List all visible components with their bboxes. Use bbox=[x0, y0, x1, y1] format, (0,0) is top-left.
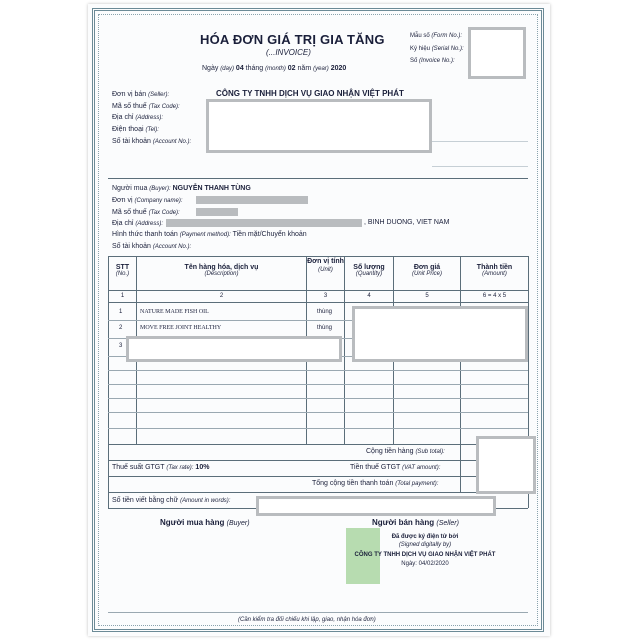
buyer-company-label: Đơn vị bbox=[112, 197, 133, 204]
buyer-payment-label: Hình thức thanh toán bbox=[112, 231, 178, 238]
seller-address-label: Địa chỉ bbox=[112, 114, 134, 121]
seller-signature-label bbox=[372, 518, 459, 527]
date-prefix: Ngày bbox=[202, 65, 219, 72]
total-label-vi: Tổng cộng tiền thanh toán bbox=[312, 480, 394, 487]
seller-label-vi: Đơn vị bán bbox=[112, 91, 147, 98]
header-desc-en: (Description) bbox=[204, 271, 239, 277]
buyer-address-tail: , BINH DUONG, VIET NAM bbox=[364, 219, 450, 226]
header-qty-vi: Số lượng bbox=[353, 264, 385, 271]
header-price-vi: Đơn giá bbox=[413, 264, 441, 271]
table-col-3 bbox=[344, 256, 345, 444]
header-no bbox=[109, 264, 136, 277]
invoice-date bbox=[202, 65, 346, 72]
seller-address bbox=[112, 114, 163, 121]
seller-account-label: Số tài khoản bbox=[112, 138, 151, 145]
total-line bbox=[108, 492, 528, 493]
buyer-label-vi: Người mua bbox=[112, 185, 148, 192]
signed-by: Đã được ký điện tử bởi bbox=[391, 534, 459, 540]
redacted-totals bbox=[476, 436, 536, 494]
seller-tax-code bbox=[112, 103, 180, 110]
footer-note: (Cần kiểm tra đối chiếu khi lập, giao, nhận hóa đơn) bbox=[238, 617, 376, 623]
row-line bbox=[108, 398, 528, 399]
buyer-address-en: (Address): bbox=[135, 221, 164, 227]
total-label-en: (Total payment): bbox=[395, 481, 439, 487]
seller-label-en: (Seller): bbox=[148, 92, 170, 98]
seller-sig-en: (Seller) bbox=[436, 520, 459, 527]
header-quantity bbox=[345, 264, 393, 277]
header-qty-en: (Quantity) bbox=[355, 271, 383, 277]
seller-address-en: (Address): bbox=[135, 115, 164, 121]
buyer-address bbox=[112, 220, 163, 227]
header-no-en: (No.) bbox=[115, 271, 130, 277]
seller-name: CÔNG TY TNHH DỊCH VỤ GIAO NHẬN VIỆT PHÁT bbox=[216, 89, 404, 98]
seller-account-en: (Account No.): bbox=[152, 139, 192, 145]
seller-dots bbox=[432, 141, 528, 142]
words-label-vi: Số tiền viết bằng chữ bbox=[112, 497, 179, 504]
buyer-name: NGUYỄN THANH TÙNG bbox=[172, 185, 251, 192]
totals-left bbox=[108, 444, 109, 508]
header-no-vi: STT bbox=[115, 264, 130, 271]
buyer-address-label: Địa chỉ bbox=[112, 220, 134, 227]
redacted-buyer-address bbox=[166, 219, 362, 227]
index-cell: 5 bbox=[425, 293, 429, 299]
table-index-bottom bbox=[108, 302, 528, 303]
row-1-unit: thùng bbox=[317, 309, 333, 315]
row-line bbox=[108, 428, 528, 429]
form-no-en: (Form No.): bbox=[431, 33, 463, 39]
date-month: 02 bbox=[287, 65, 296, 72]
seller-phone bbox=[112, 126, 159, 133]
header-unit-vi: Đơn vị tính bbox=[307, 258, 344, 265]
redacted-quantities-prices bbox=[352, 306, 528, 362]
signed-date-value: 04/02/2020 bbox=[418, 561, 449, 567]
seller-phone-label: Điện thoại bbox=[112, 126, 144, 133]
invoice-title: HÓA ĐƠN GIÁ TRỊ GIA TĂNG bbox=[200, 32, 385, 47]
row-1-no: 1 bbox=[119, 309, 123, 315]
redacted-amount-words bbox=[256, 496, 496, 516]
seller-label bbox=[112, 91, 169, 98]
words-label-en: (Amount in words): bbox=[180, 498, 231, 504]
buyer-tax-code bbox=[112, 209, 180, 216]
redacted-row-3 bbox=[126, 336, 342, 362]
date-month-prefix: tháng bbox=[245, 65, 264, 72]
buyer-sig-vi: Người mua hàng bbox=[160, 518, 225, 527]
header-price-en: (Unit Price) bbox=[411, 271, 442, 277]
tax-rate-label: Thuế suất GTGT bbox=[112, 464, 165, 471]
total-payment-label bbox=[312, 480, 438, 487]
seller-buyer-divider bbox=[108, 178, 528, 179]
signed-date bbox=[330, 561, 520, 567]
seller-tax-label: Mã số thuế bbox=[112, 103, 147, 110]
row-3-no: 3 bbox=[119, 343, 123, 349]
date-year-label: (year) bbox=[313, 66, 329, 72]
invoice-subtitle: (...INVOICE) bbox=[266, 48, 311, 57]
row-line bbox=[108, 412, 528, 413]
date-day-label: (day) bbox=[220, 66, 234, 72]
buyer-label-en: (Buyer): bbox=[149, 186, 171, 192]
footer-divider bbox=[108, 612, 528, 613]
table-left bbox=[108, 256, 109, 444]
seller-account bbox=[112, 138, 191, 145]
date-year: 2020 bbox=[330, 65, 347, 72]
buyer-tax-en: (Tax Code): bbox=[148, 210, 180, 216]
buyer-payment-value: Tiền mặt/Chuyển khoản bbox=[232, 231, 307, 238]
row-2-no: 2 bbox=[119, 325, 123, 331]
row-line bbox=[108, 384, 528, 385]
buyer-company-en: (Company name): bbox=[134, 198, 183, 204]
buyer-account-label: Số tài khoản bbox=[112, 243, 151, 250]
amount-in-words-label bbox=[112, 497, 230, 504]
header-unit-en: (Unit) bbox=[318, 267, 333, 273]
subtotal-label-vi: Cộng tiền hàng bbox=[366, 448, 414, 455]
form-no-label: Mẫu số bbox=[410, 33, 430, 39]
index-cell: 2 bbox=[219, 293, 224, 299]
buyer-signature-label bbox=[160, 518, 250, 527]
seller-phone-en: (Tel): bbox=[145, 127, 159, 133]
invoice-no bbox=[410, 58, 455, 64]
vat-amount-label bbox=[350, 464, 440, 471]
signed-company: CÔNG TY TNHH DỊCH VỤ GIAO NHẬN VIỆT PHÁT bbox=[354, 552, 496, 558]
tax-rate-en: (Tax rate): bbox=[166, 465, 194, 471]
index-cell: 1 bbox=[120, 293, 125, 299]
signed-by-en: (Signed digitally by) bbox=[398, 542, 452, 548]
table-body-bottom bbox=[108, 444, 528, 445]
header-amount bbox=[461, 264, 528, 277]
row-1-description: NATURE MADE FISH OIL bbox=[140, 309, 209, 315]
serial-en: (Serial No.): bbox=[431, 46, 464, 52]
tax-rate bbox=[112, 464, 209, 471]
totals-col bbox=[460, 444, 461, 492]
seller-sig-vi: Người bán hàng bbox=[372, 518, 435, 527]
date-year-prefix: năm bbox=[297, 65, 312, 72]
serial-no bbox=[410, 46, 464, 52]
header-amount-vi: Thành tiền bbox=[476, 264, 513, 271]
header-description bbox=[137, 264, 306, 277]
seller-dots-2 bbox=[432, 166, 528, 167]
row-line bbox=[108, 370, 528, 371]
subtotal-label bbox=[366, 448, 445, 455]
digital-signature bbox=[330, 534, 520, 567]
header-unit-price bbox=[394, 264, 460, 277]
serial-label: Ký hiệu bbox=[410, 46, 431, 52]
buyer-label bbox=[112, 185, 251, 192]
header-amount-en: (Amount) bbox=[482, 271, 507, 277]
index-cell: 6 = 4 x 5 bbox=[482, 293, 507, 299]
row-2-unit: thùng bbox=[317, 325, 333, 331]
table-top bbox=[108, 256, 528, 257]
buyer-payment bbox=[112, 231, 307, 238]
vat-label-vi: Tiền thuế GTGT bbox=[350, 464, 401, 471]
vat-label-en: (VAT amount): bbox=[402, 465, 441, 471]
form-no bbox=[410, 33, 462, 39]
seller-tax-en: (Tax Code): bbox=[148, 104, 180, 110]
tax-rate-value: 10% bbox=[195, 464, 210, 471]
buyer-payment-en: (Payment method): bbox=[179, 232, 231, 238]
subtotal-line bbox=[108, 460, 528, 461]
header-unit bbox=[307, 258, 344, 274]
redacted-seller-details bbox=[206, 99, 432, 153]
invoice-no-en: (Invoice No.): bbox=[419, 58, 455, 64]
buyer-account bbox=[112, 243, 191, 250]
buyer-company bbox=[112, 197, 183, 204]
header-desc-vi: Tên hàng hóa, dịch vụ bbox=[184, 264, 259, 271]
buyer-account-en: (Account No.): bbox=[152, 244, 192, 250]
invoice-no-label: Số bbox=[410, 58, 418, 64]
redacted-buyer-tax bbox=[196, 208, 238, 216]
redacted-buyer-company bbox=[196, 196, 308, 204]
vat-line bbox=[108, 476, 528, 477]
signed-date-label: Ngày: bbox=[401, 561, 417, 567]
date-day: 04 bbox=[235, 65, 244, 72]
redacted-invoice-codes bbox=[468, 27, 526, 79]
date-month-label: (month) bbox=[265, 66, 286, 72]
subtotal-label-en: (Sub total): bbox=[415, 449, 445, 455]
row-2-description: MOVE FREE JOINT HEALTHY bbox=[140, 325, 222, 331]
buyer-sig-en: (Buyer) bbox=[226, 520, 250, 527]
index-cell: 3 bbox=[323, 293, 328, 299]
table-header-bottom bbox=[108, 290, 528, 291]
buyer-tax-label: Mã số thuế bbox=[112, 209, 147, 216]
index-cell: 4 bbox=[367, 293, 371, 299]
